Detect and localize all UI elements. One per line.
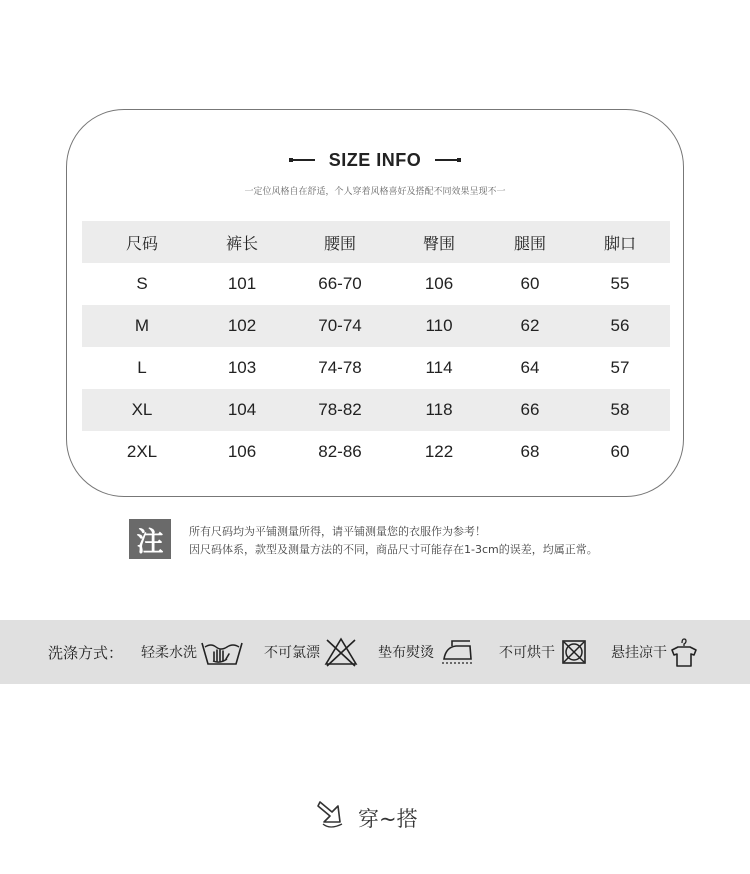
hand-wash-icon (200, 637, 244, 667)
cell-size: L (137, 358, 147, 377)
header-hem: 脚口 (603, 233, 636, 253)
care-instructions-bar (0, 620, 750, 684)
care-label: 洗涤方式： (48, 643, 124, 662)
size-table (82, 221, 670, 473)
hang-dry-icon (670, 636, 698, 668)
cell-hip: 114 (425, 358, 453, 377)
wear-label: 穿~搭 (358, 807, 418, 831)
header-waist: 腰围 (323, 233, 356, 253)
no-bleach-icon (323, 636, 359, 668)
cell-hip: 106 (424, 274, 454, 293)
cell-thigh: 64 (520, 358, 540, 377)
cell-hem: 60 (610, 442, 630, 461)
care-item-label: 不可烘干 (499, 645, 555, 661)
cell-hem: 58 (610, 400, 630, 419)
cell-waist: 78-82 (318, 400, 362, 419)
cell-size: XL (131, 400, 153, 419)
cell-thigh: 66 (520, 400, 540, 419)
arrow-down-icon (312, 798, 350, 838)
table-header-row (82, 221, 670, 263)
cell-waist: 74-78 (318, 358, 362, 377)
note-badge: 注 (129, 519, 171, 559)
cell-waist: 66-70 (318, 274, 362, 293)
wear-section (312, 798, 418, 838)
table-row (82, 305, 670, 347)
table-row (82, 347, 670, 389)
cell-length: 104 (227, 400, 257, 419)
cell-thigh: 60 (520, 274, 540, 293)
cell-hem: 56 (610, 316, 630, 335)
size-info-header (67, 148, 683, 172)
care-item-no-bleach (264, 620, 359, 684)
size-info-title: SIZE INFO (328, 149, 422, 170)
cell-waist: 70-74 (318, 316, 362, 335)
header-hip: 臀围 (422, 233, 455, 253)
cell-hem: 57 (610, 358, 630, 377)
header-length: 裤长 (225, 233, 258, 253)
care-item-label: 悬挂凉干 (611, 645, 667, 661)
care-item-iron-with-cloth (378, 620, 476, 684)
cell-hip: 110 (425, 316, 453, 335)
size-info-subtitle: 一定位风格自在舒适，个人穿着风格喜好及搭配不同效果呈现不一 (244, 187, 506, 197)
note-line-2: 因尺码体系，款型及测量方法的不同，商品尺寸可能存在1-3cm的误差，均属正常。 (189, 543, 598, 556)
care-item-label: 轻柔水洗 (141, 645, 197, 661)
table-row (82, 389, 670, 431)
cell-hem: 55 (610, 274, 630, 293)
cell-length: 101 (227, 274, 257, 293)
cell-hip: 122 (424, 442, 454, 461)
note-text (189, 523, 598, 559)
iron-with-cloth-icon (440, 637, 476, 667)
header-size: 尺码 (125, 233, 158, 253)
care-item-hang-dry (611, 620, 698, 684)
cell-size: M (134, 316, 150, 335)
title-dash-left (289, 158, 315, 162)
care-item-label: 垫布熨烫 (378, 645, 434, 661)
cell-length: 102 (227, 316, 257, 335)
care-item-hand-wash (141, 620, 244, 684)
table-row (82, 263, 670, 305)
cell-length: 103 (227, 358, 257, 377)
care-label-group (48, 620, 123, 684)
no-tumble-dry-icon (561, 639, 587, 665)
care-item-label: 不可氯漂 (264, 645, 320, 661)
cell-waist: 82-86 (318, 442, 362, 461)
table-row (82, 431, 670, 473)
cell-size: 2XL (126, 442, 158, 461)
cell-length: 106 (227, 442, 257, 461)
size-info-card (66, 109, 684, 497)
header-thigh: 腿围 (513, 233, 546, 253)
note-line-1: 所有尺码均为平铺测量所得，请平铺测量您的衣服作为参考！ (189, 525, 486, 538)
cell-hip: 118 (425, 400, 453, 419)
care-item-no-tumble-dry (499, 620, 587, 684)
cell-thigh: 62 (520, 316, 540, 335)
cell-size: S (136, 274, 148, 293)
title-dash-right (435, 158, 461, 162)
cell-thigh: 68 (520, 442, 540, 461)
